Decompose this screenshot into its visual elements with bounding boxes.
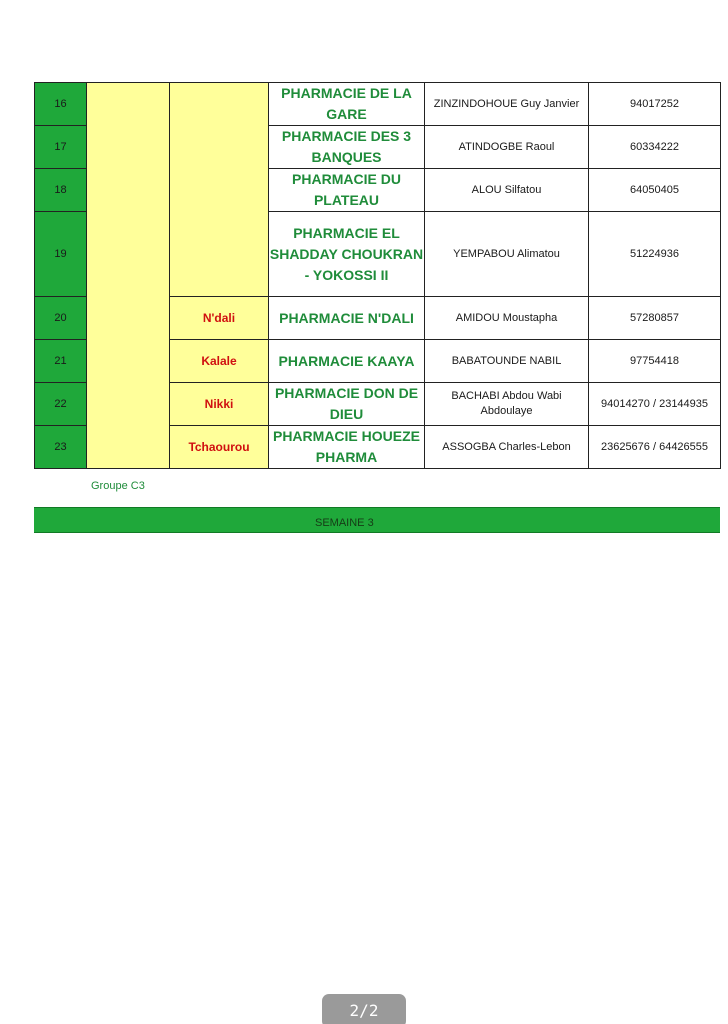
row-number: 23 [35, 426, 87, 469]
city-cell: Kalale [170, 340, 269, 383]
city-cell: N'dali [170, 297, 269, 340]
pharmacy-name: PHARMACIE DE LA GARE [269, 83, 425, 126]
group-label: Groupe C3 [91, 480, 145, 492]
phone-number: 23625676 / 64426555 [589, 426, 721, 469]
pharmacy-name: PHARMACIE DES 3 BANQUES [269, 126, 425, 169]
phone-number: 64050405 [589, 169, 721, 212]
owner-name: AMIDOU Moustapha [425, 297, 589, 340]
owner-name: ASSOGBA Charles-Lebon [425, 426, 589, 469]
week-label: SEMAINE 3 [315, 517, 374, 529]
owner-name: YEMPABOU Alimatou [425, 212, 589, 297]
group-cell [87, 83, 170, 469]
row-number: 17 [35, 126, 87, 169]
phone-number: 94014270 / 23144935 [589, 383, 721, 426]
week-header-bar [34, 507, 720, 533]
city-cell [170, 83, 269, 297]
phone-number: 97754418 [589, 340, 721, 383]
table-row [35, 83, 721, 126]
row-number: 22 [35, 383, 87, 426]
row-number: 20 [35, 297, 87, 340]
owner-name: ZINZINDOHOUE Guy Janvier [425, 83, 589, 126]
row-number: 16 [35, 83, 87, 126]
owner-name: BABATOUNDE NABIL [425, 340, 589, 383]
phone-number: 51224936 [589, 212, 721, 297]
pharmacy-name: PHARMACIE DON DE DIEU [269, 383, 425, 426]
row-number: 19 [35, 212, 87, 297]
city-cell: Tchaourou [170, 426, 269, 469]
page-indicator: 2/2 [322, 994, 406, 1024]
pharmacy-name: PHARMACIE EL SHADDAY CHOUKRAN - YOKOSSI II [269, 212, 425, 297]
phone-number: 60334222 [589, 126, 721, 169]
row-number: 21 [35, 340, 87, 383]
owner-name: BACHABI Abdou Wabi Abdoulaye [425, 383, 589, 426]
owner-name: ATINDOGBE Raoul [425, 126, 589, 169]
pharmacy-name: PHARMACIE KAAYA [269, 340, 425, 383]
pharmacy-roster-table [34, 82, 721, 469]
pharmacy-name: PHARMACIE DU PLATEAU [269, 169, 425, 212]
pharmacy-name: PHARMACIE HOUEZE PHARMA [269, 426, 425, 469]
row-number: 18 [35, 169, 87, 212]
phone-number: 94017252 [589, 83, 721, 126]
pharmacy-name: PHARMACIE N'DALI [269, 297, 425, 340]
owner-name: ALOU Silfatou [425, 169, 589, 212]
city-cell: Nikki [170, 383, 269, 426]
phone-number: 57280857 [589, 297, 721, 340]
